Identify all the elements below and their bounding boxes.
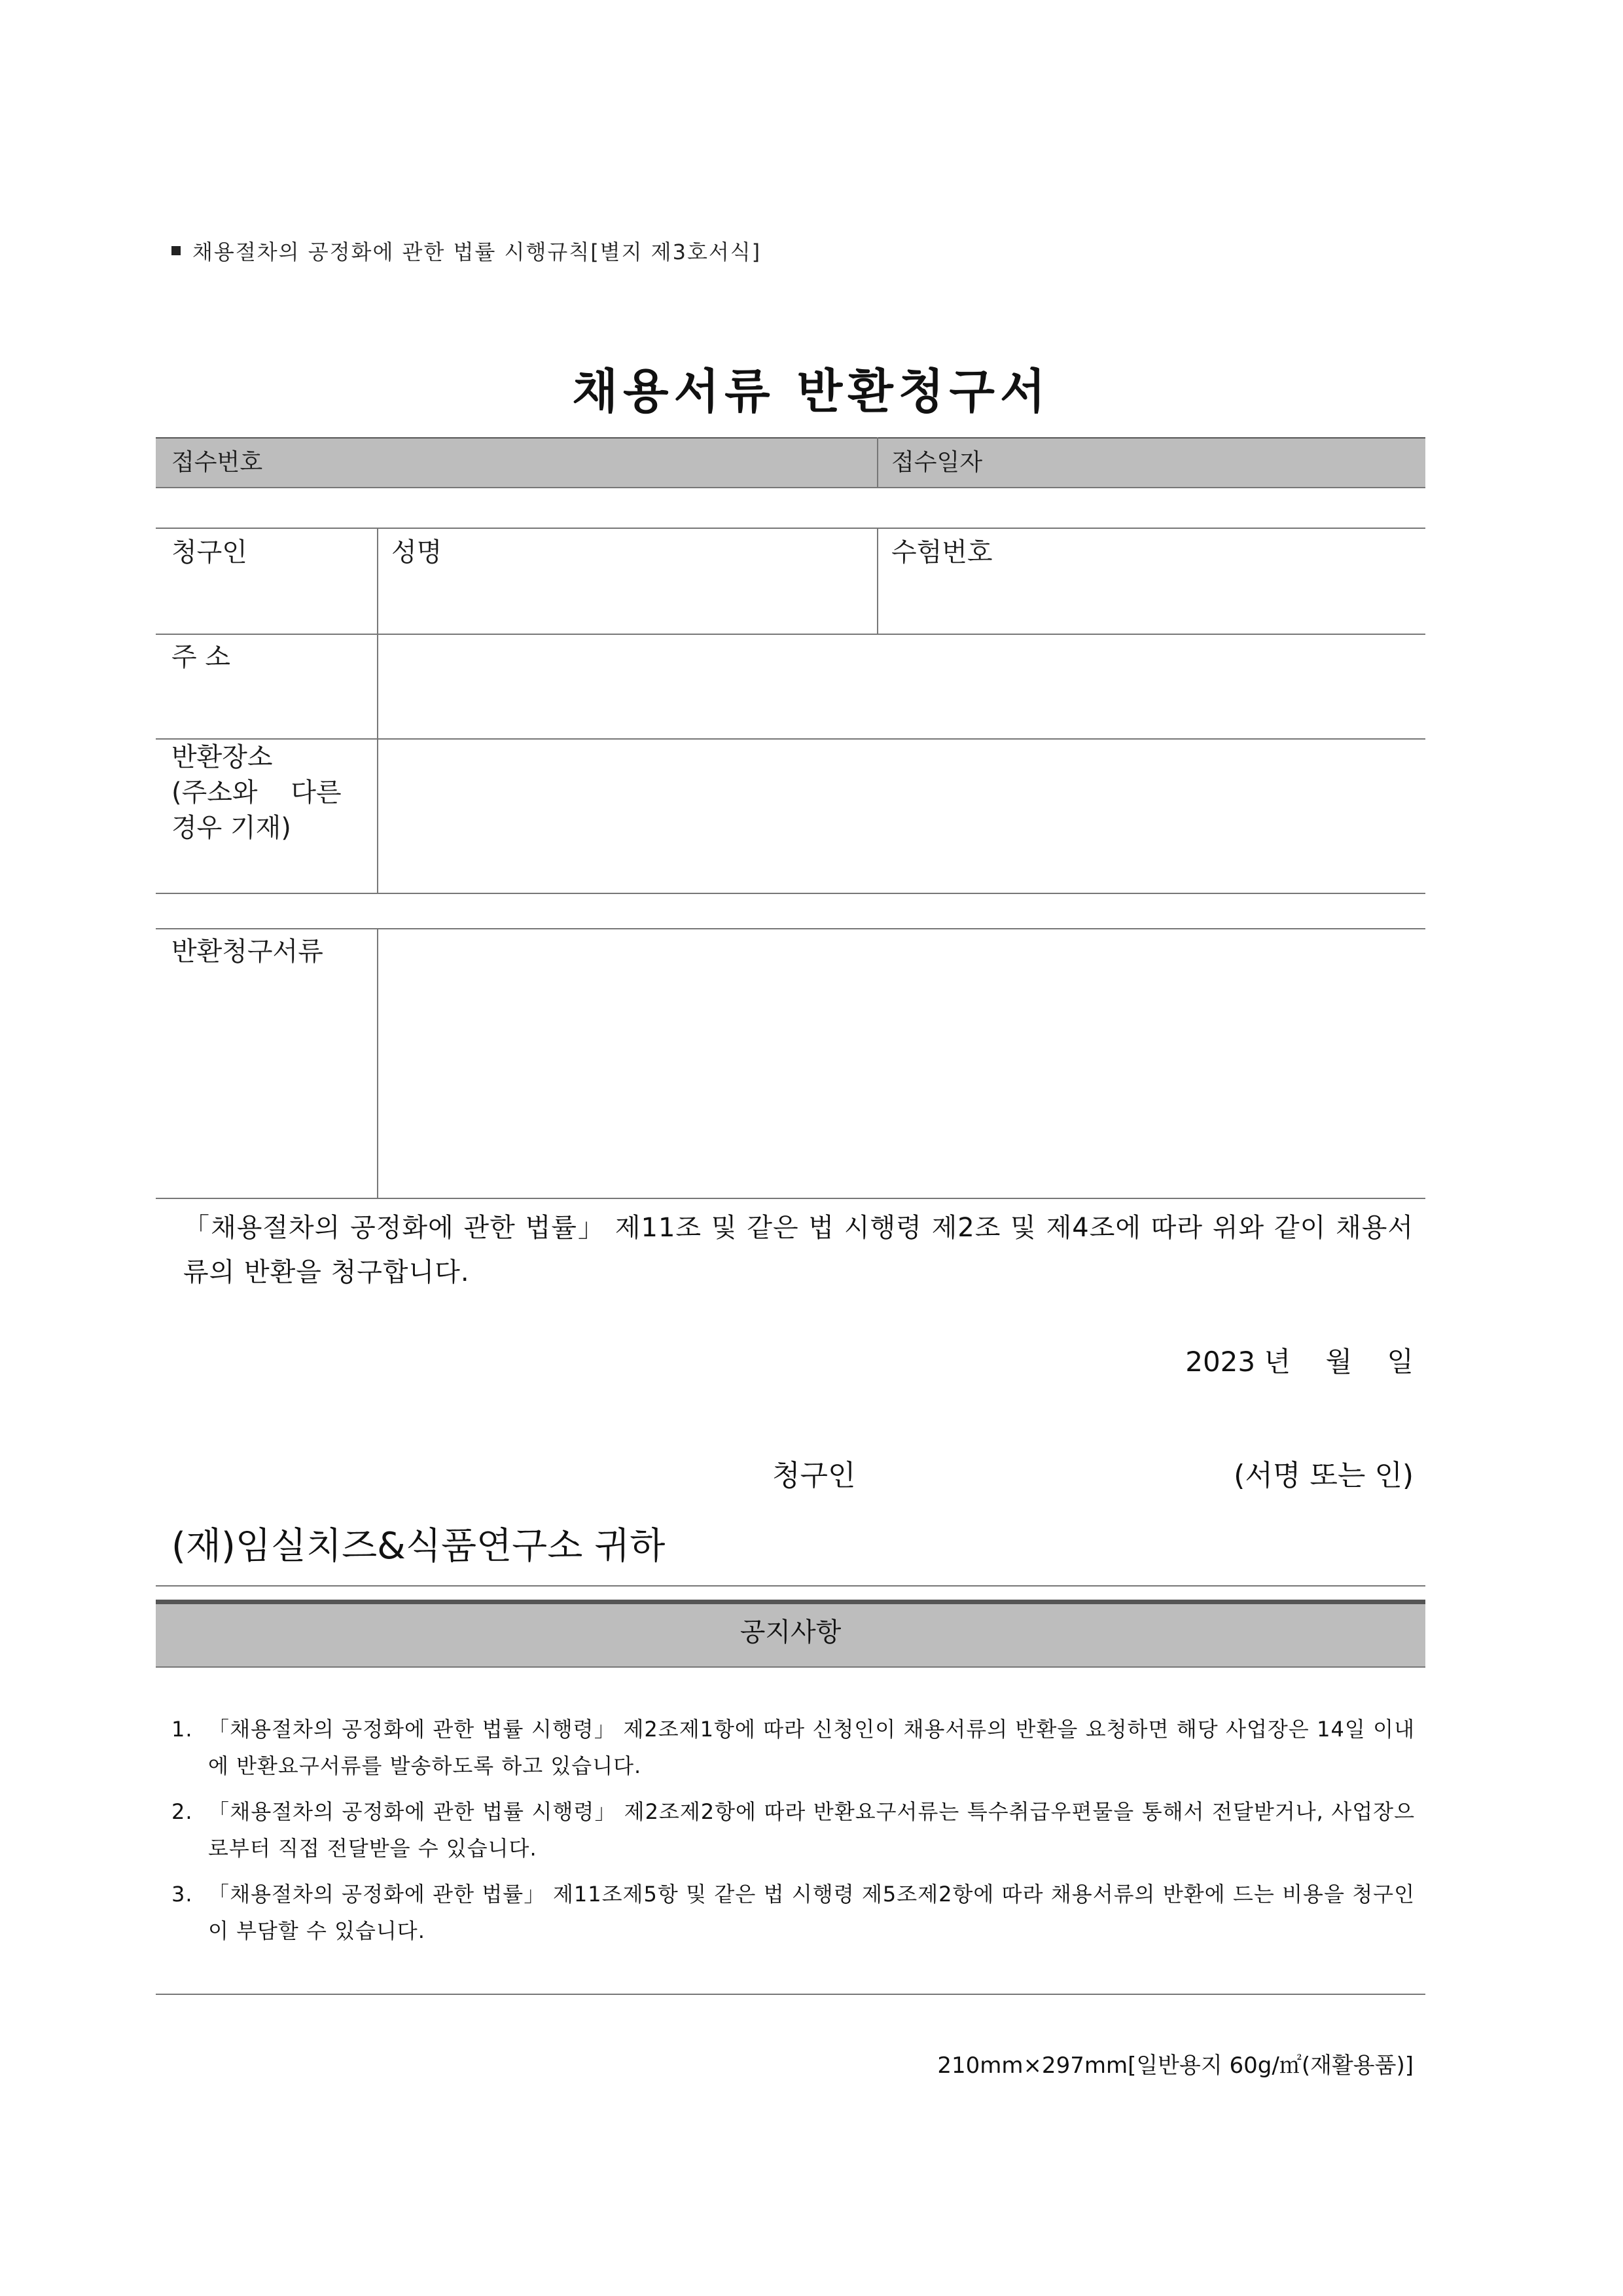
notice-item-text: 「채용절차의 공정화에 관한 법률 시행령」 제2조제1항에 따라 신청인이 채용서류의 반환을 요청하면 해당 사업장은 14일 이내에 반환요구서류를 발송하도록 하고 있습니다. — [208, 1717, 1415, 1778]
return-place-note-2: 경우 기재) — [171, 813, 291, 843]
return-place-field[interactable] — [391, 746, 1412, 884]
return-place-note-1: (주소와 다른 — [171, 778, 342, 808]
notice-item — [171, 1711, 1415, 1784]
name-field[interactable] — [391, 573, 863, 628]
receipt-number-label: 접수번호 — [171, 449, 263, 476]
notice-title-bottom-border — [156, 1666, 1425, 1668]
receipt-bar — [156, 437, 1425, 487]
page-title: 채용서류 반환청구서 — [572, 364, 1051, 419]
notice-item-number: 2. — [171, 1799, 193, 1824]
claimant-label: 청구인 — [171, 537, 247, 567]
form-header-note: 채용절차의 공정화에 관한 법률 시행규칙[별지 제3호서식] — [171, 236, 761, 266]
return-place-bottom-border — [156, 893, 1425, 894]
notice-item-text: 「채용절차의 공정화에 관한 법률」 제11조제5항 및 같은 법 시행령 제5조제2항에 따라 채용서류의 반환에 드는 비용을 청구인이 부담할 수 있습니다. — [208, 1882, 1415, 1943]
exam-number-field[interactable] — [891, 573, 1408, 628]
notice-thick-border — [156, 1600, 1425, 1604]
notice-item — [171, 1793, 1415, 1867]
square-bullet-icon — [171, 246, 181, 255]
notice-item-text: 「채용절차의 공정화에 관한 법률 시행령」 제2조제2항에 따라 반환요구서류는 특수취급우편물을 통해서 전달받거나, 사업장으로부터 직접 전달받을 수 있습니다. — [208, 1799, 1415, 1861]
paper-spec-footer: 210mm×297mm[일반용지 60g/㎡(재활용품)] — [937, 2053, 1414, 2079]
receipt-top-border — [156, 437, 1425, 439]
documents-label-divider — [377, 928, 378, 1199]
documents-field[interactable] — [391, 937, 1412, 1189]
notice-item-number: 1. — [171, 1717, 193, 1742]
claimant-top-border — [156, 528, 1425, 529]
documents-bottom-border — [156, 1198, 1425, 1199]
notice-outer-top-border — [156, 1585, 1425, 1587]
receipt-divider — [877, 437, 878, 488]
exam-number-label: 수험번호 — [891, 537, 993, 567]
documents-label: 반환청구서류 — [171, 937, 323, 967]
signature-note: (서명 또는 인) — [1234, 1459, 1414, 1492]
receipt-bottom-border — [156, 487, 1425, 488]
documents-top-border — [156, 928, 1425, 929]
notice-item-number: 3. — [171, 1882, 193, 1907]
notice-item — [171, 1876, 1415, 1949]
name-exam-divider — [877, 528, 878, 635]
address-field[interactable] — [391, 641, 1412, 733]
claimant-row-border — [156, 634, 1425, 635]
notice-bottom-border — [156, 1994, 1425, 1995]
date-line: 2023 년 월 일 — [1185, 1346, 1414, 1378]
return-place-label-block — [171, 740, 368, 846]
name-label: 성명 — [391, 537, 442, 567]
claimant-label-divider — [377, 528, 378, 894]
address-label: 주 소 — [171, 642, 230, 672]
request-statement: 「채용절차의 공정화에 관한 법률」 제11조 및 같은 법 시행령 제2조 및 제4조에 따라 위와 같이 채용서류의 반환을 청구합니다. — [183, 1213, 1414, 1287]
return-place-label: 반환장소 — [171, 742, 273, 772]
notice-title: 공지사항 — [740, 1617, 842, 1647]
recipient: (재)임실치즈&식품연구소 귀하 — [171, 1525, 666, 1568]
claimant-sign-label: 청구인 — [772, 1459, 856, 1492]
receipt-date-label: 접수일자 — [891, 449, 983, 476]
